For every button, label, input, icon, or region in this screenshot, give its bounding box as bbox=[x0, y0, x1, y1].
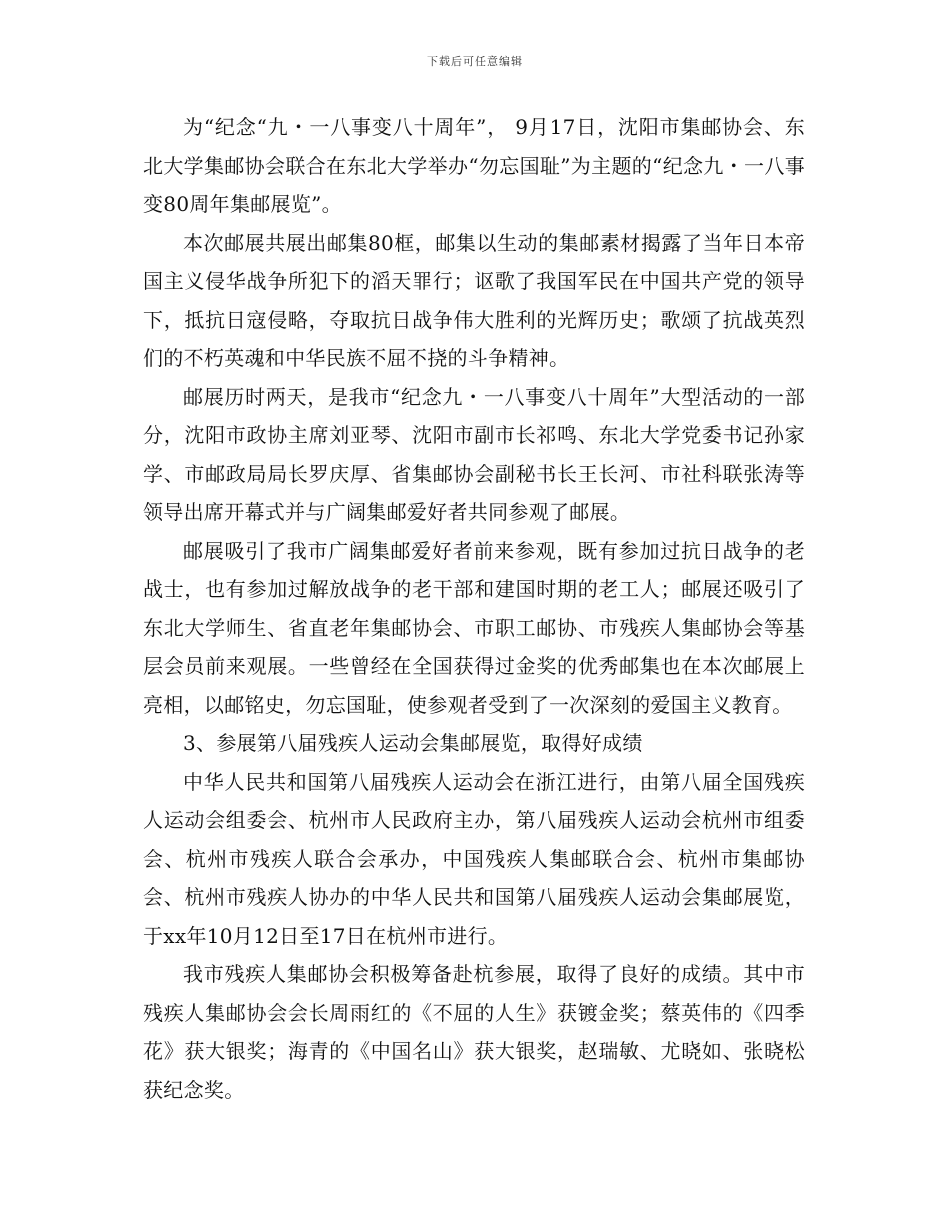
paragraph-visitors: 邮展吸引了我市广阔集邮爱好者前来参观，既有参加过抗日战争的老战士，也有参加过解放战争的老干部和建国时期的老工人；邮展还吸引了东北大学师生、省直老年集邮协会、市职工邮协、市残疾人集邮协会等基层会员前来观展。一些曾经在全国获得过金奖的优秀邮集也在本次邮展上亮相，以邮铭史，勿忘国耻，使参观者受到了一次深刻的爱国主义教育。 bbox=[143, 538, 805, 717]
paragraph-intro: 为“纪念“九・一八事变八十周年”， 9月17日，沈阳市集邮协会、东北大学集邮协会联合在东北大学举办“勿忘国耻”为主题的“纪念九・一八事变80周年集邮展览”。 bbox=[143, 115, 805, 216]
paragraph-awards: 我市残疾人集邮协会积极筹备赴杭参展，取得了良好的成绩。其中市残疾人集邮协会会长周雨红的《不屈的人生》获镀金奖；蔡英伟的《四季花》获大银奖；海青的《中国名山》获大银奖，赵瑞敏、尤晓如、张晓松获纪念奖。 bbox=[143, 962, 805, 1102]
paragraph-exhibition-content: 本次邮展共展出邮集80框，邮集以生动的集邮素材揭露了当年日本帝国主义侵华战争所犯下的滔天罪行；讴歌了我国军民在中国共产党的领导下，抵抗日寇侵略，夺取抗日战争伟大胜利的光辉历史；歌颂了抗战英烈们的不朽英魂和中华民族不屈不挠的斗争精神。 bbox=[143, 230, 805, 370]
paragraph-games-exhibition: 中华人民共和国第八届残疾人运动会在浙江进行，由第八届全国残疾人运动会组委会、杭州市人民政府主办，第八届残疾人运动会杭州市组委会、杭州市残疾人联合会承办，中国残疾人集邮联合会、杭州市集邮协会、杭州市残疾人协办的中华人民共和国第八届残疾人运动会集邮展览，于xx年10月12日至17日在杭州市进行。 bbox=[143, 769, 805, 948]
document-body bbox=[143, 108, 805, 1109]
section-heading: 3、参展第八届残疾人运动会集邮展览，取得好成绩 bbox=[183, 731, 643, 755]
paragraph-exhibition-duration: 邮展历时两天，是我市“纪念九・一八事变八十周年”大型活动的一部分，沈阳市政协主席刘亚琴、沈阳市副市长祁鸣、东北大学党委书记孙家学、市邮政局局长罗庆厚、省集邮协会副秘书长王长河、市社科联张涛等领导出席开幕式并与广阔集邮爱好者共同参观了邮展。 bbox=[143, 384, 805, 524]
page-header: 下载后可任意编辑 bbox=[427, 55, 523, 68]
